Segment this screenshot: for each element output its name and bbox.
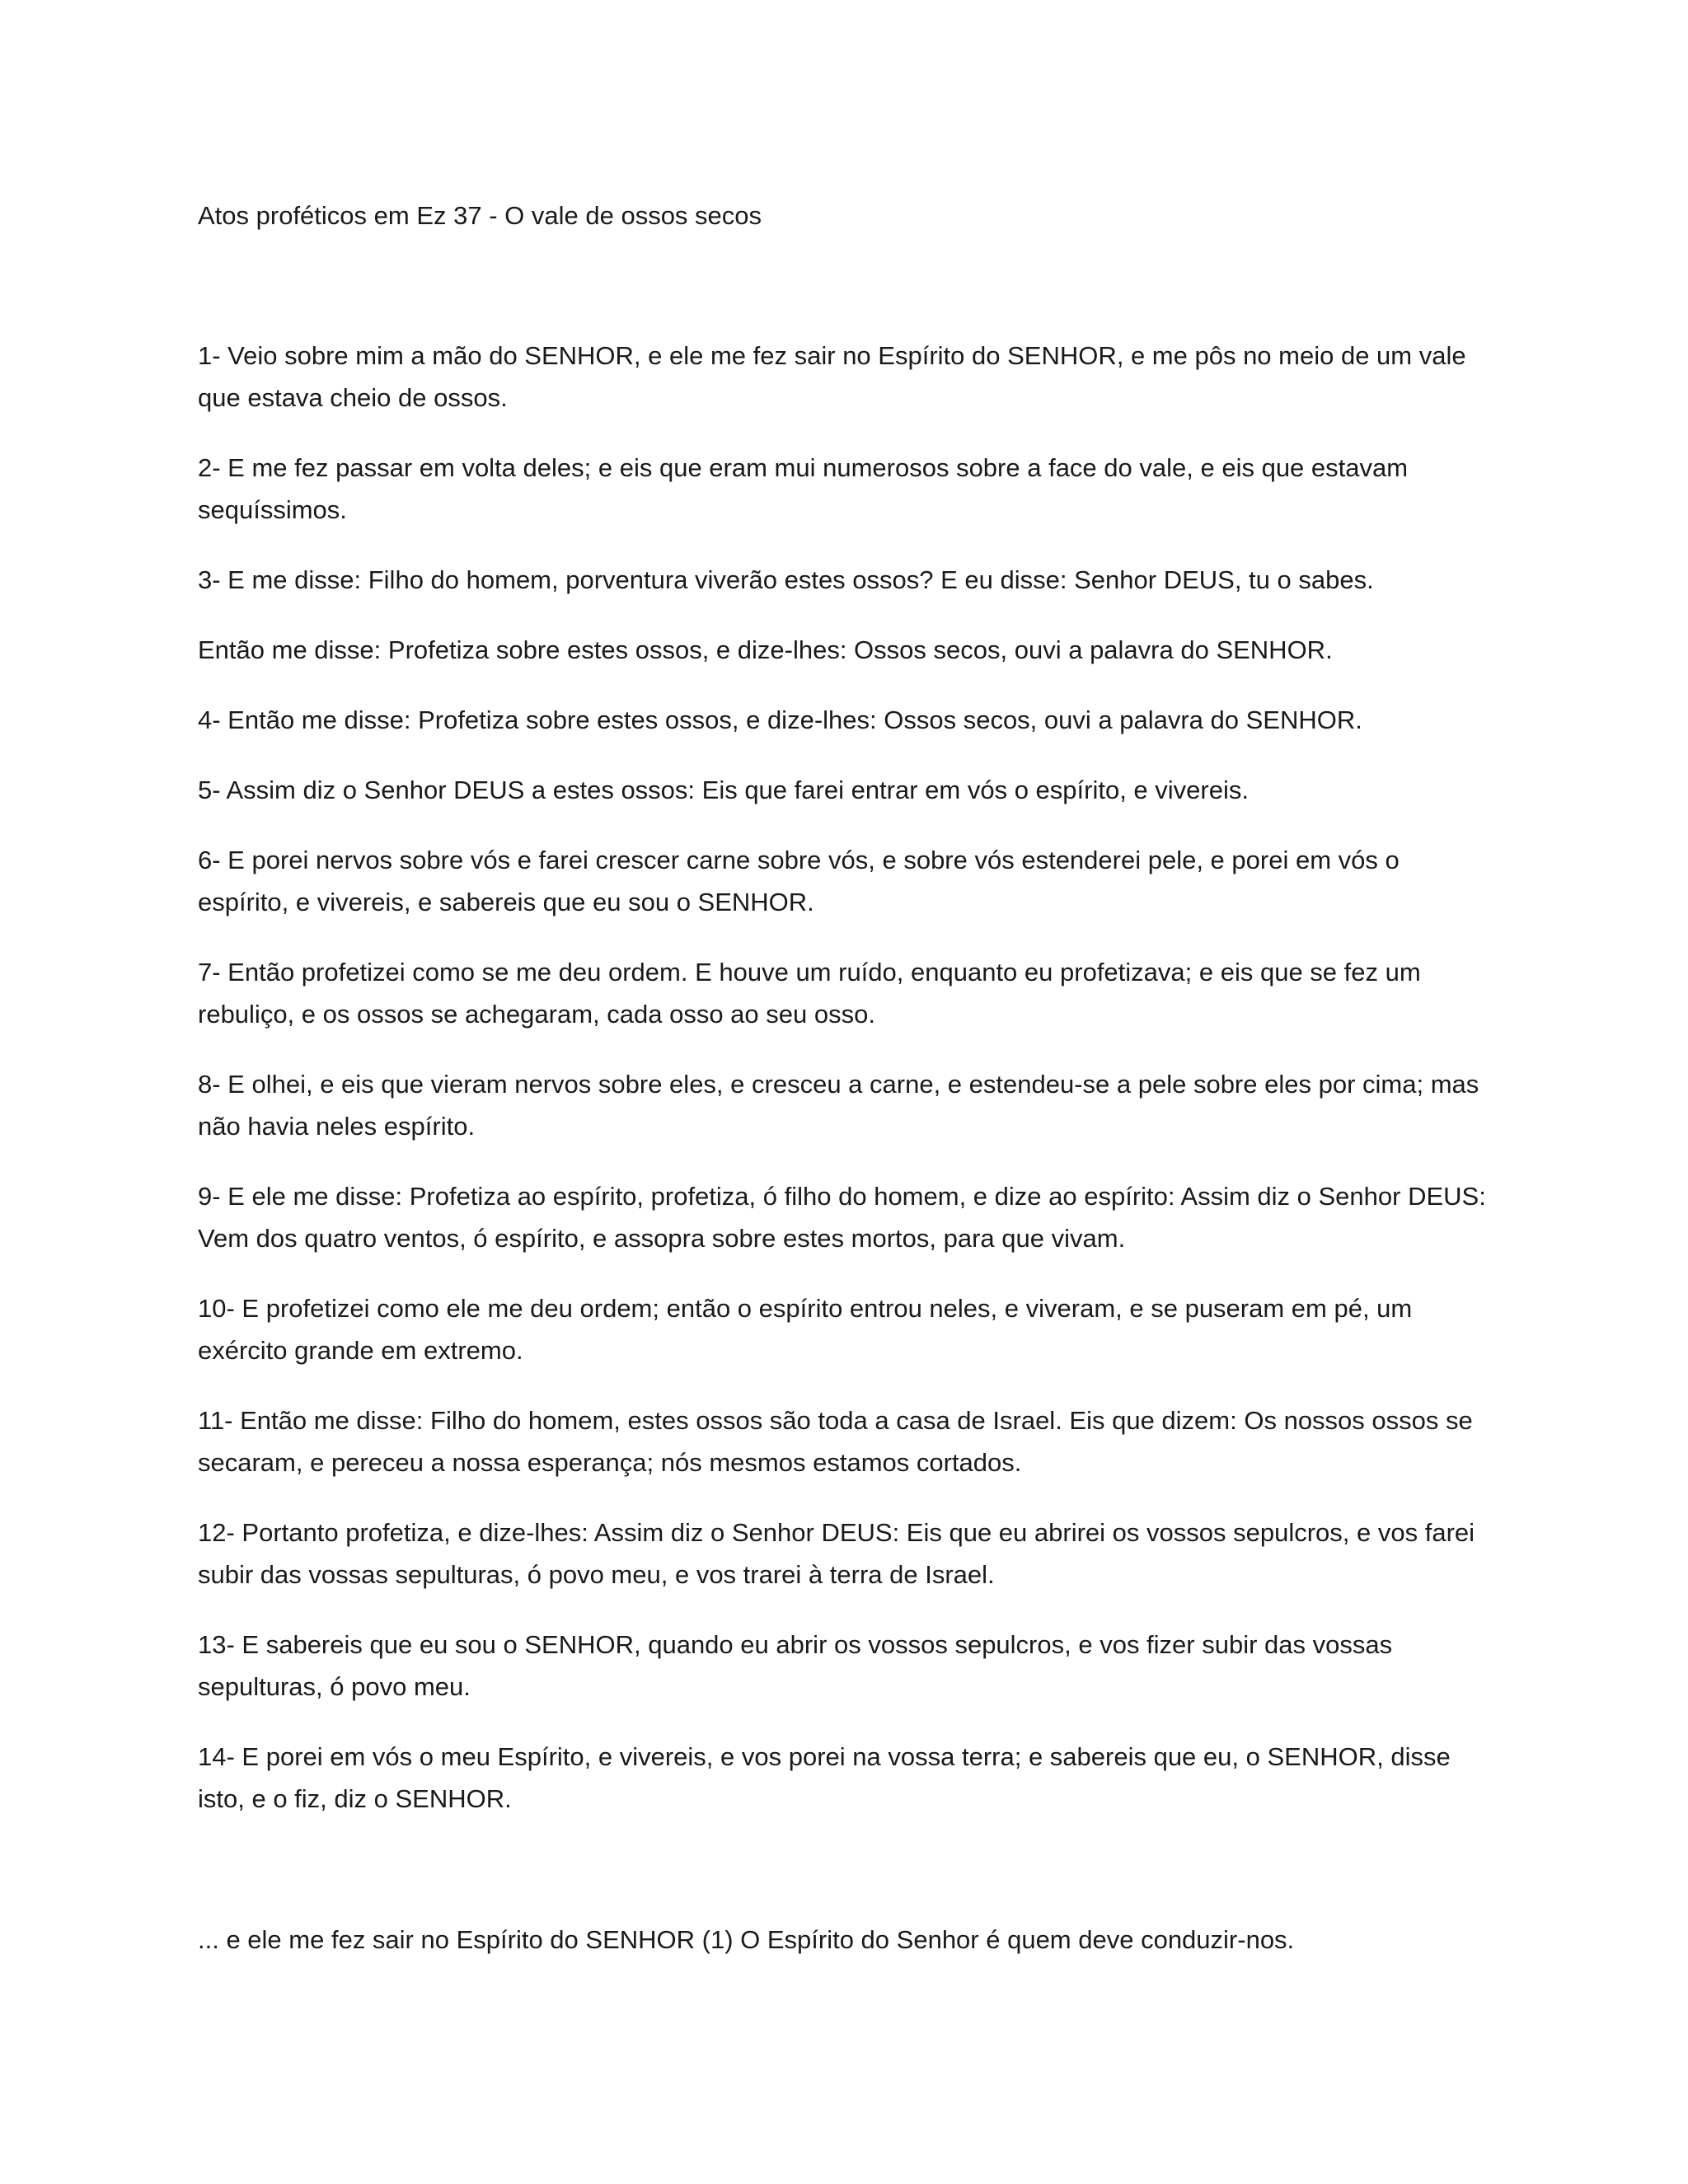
verse-paragraph: 4- Então me disse: Profetiza sobre estes ossos, e dize-lhes: Ossos secos, ouvi a palavra do SENHOR.	[198, 705, 1362, 734]
verse-paragraph: 11- Então me disse: Filho do homem, estes ossos são toda a casa de Israel. Eis que dizem: Os nossos ossos se secaram, e pereceu a nossa esperança; nós mesmos estamos cortados.	[198, 1406, 1473, 1477]
verse-paragraph: 8- E olhei, e eis que vieram nervos sobre eles, e cresceu a carne, e estendeu-se a pele sobre eles por cima; mas não havia neles espírito.	[198, 1070, 1479, 1141]
verse-paragraph: 6- E porei nervos sobre vós e farei crescer carne sobre vós, e sobre vós estenderei pele, e porei em vós o espírito, e vivereis, e sabereis que eu sou o SENHOR.	[198, 846, 1400, 916]
verse-paragraph: 7- Então profetizei como se me deu ordem. E houve um ruído, enquanto eu profetizava; e eis que se fez um rebuliço, e os ossos se achegaram, cada osso ao seu osso.	[198, 958, 1421, 1029]
verse-paragraph: 3- E me disse: Filho do homem, porventura viverão estes ossos? E eu disse: Senhor DEUS, tu o sabes.	[198, 565, 1374, 594]
document-body	[198, 194, 1492, 1989]
document-title: Atos proféticos em Ez 37 - O vale de ossos secos	[198, 201, 762, 230]
verse-paragraph: 9- E ele me disse: Profetiza ao espírito, profetiza, ó filho do homem, e dize ao espírito: Assim diz o Senhor DEUS: Vem dos quatro ventos, ó espírito, e assopra sobre estes mortos, para que vivam.	[198, 1182, 1486, 1253]
verse-paragraph: 1- Veio sobre mim a mão do SENHOR, e ele me fez sair no Espírito do SENHOR, e me pôs no meio de um vale que estava cheio de ossos.	[198, 341, 1466, 412]
verse-paragraph: 2- E me fez passar em volta deles; e eis que eram mui numerosos sobre a face do vale, e eis que estavam sequíssimos.	[198, 453, 1409, 524]
verse-paragraph: 12- Portanto profetiza, e dize-lhes: Assim diz o Senhor DEUS: Eis que eu abrirei os vossos sepulcros, e vos farei subir das vossas sepulturas, ó povo meu, e vos trarei à terra de Israel.	[198, 1518, 1475, 1589]
verse-paragraph: 5- Assim diz o Senhor DEUS a estes ossos: Eis que farei entrar em vós o espírito, e vivereis.	[198, 776, 1249, 804]
verse-paragraph: 13- E sabereis que eu sou o SENHOR, quando eu abrir os vossos sepulcros, e vos fizer subir das vossas sepulturas, ó povo meu.	[198, 1630, 1393, 1701]
verse-paragraph: Então me disse: Profetiza sobre estes ossos, e dize-lhes: Ossos secos, ouvi a palavra do SENHOR.	[198, 635, 1333, 664]
closing-paragraph: ... e ele me fez sair no Espírito do SENHOR (1) O Espírito do Senhor é quem deve conduzir-nos.	[198, 1925, 1295, 1954]
verse-paragraph: 14- E porei em vós o meu Espírito, e vivereis, e vos porei na vossa terra; e sabereis que eu, o SENHOR, disse isto, e o fiz, diz o SENHOR.	[198, 1742, 1451, 1813]
verse-paragraph: 10- E profetizei como ele me deu ordem; então o espírito entrou neles, e viveram, e se puseram em pé, um exército grande em extremo.	[198, 1294, 1413, 1365]
